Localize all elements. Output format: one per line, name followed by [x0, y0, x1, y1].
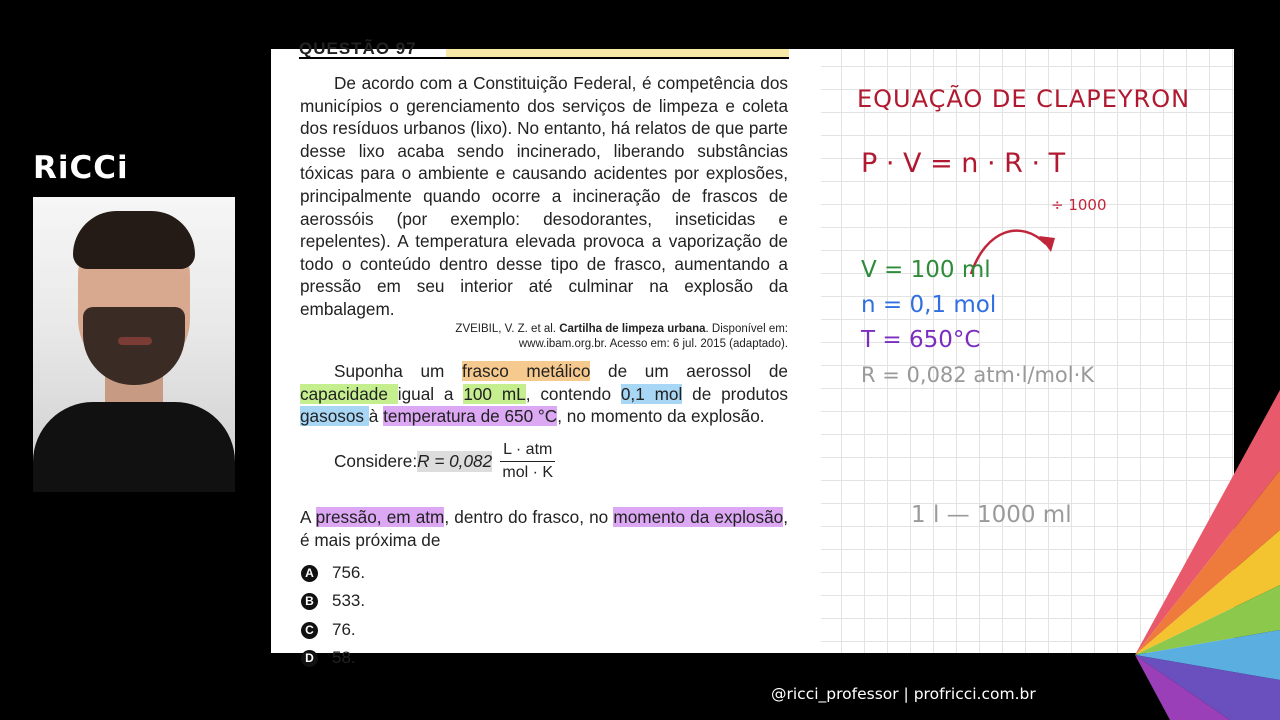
brand-logo: RiCCi [33, 150, 129, 186]
highlight-momento: momento da explosão [613, 507, 784, 527]
option-a-letter: A [301, 565, 318, 582]
highlight-gasosos: gasosos [300, 406, 369, 427]
highlight-volume: 100 mL [463, 383, 526, 404]
option-a[interactable]: A 756. [301, 563, 365, 583]
constant-consider: Considere: R = 0,082 $\frac{\text{L · atm}}{\text{mol · K}}$ [334, 441, 555, 482]
option-c[interactable]: C 76. [301, 620, 356, 640]
question-prompt: A pressão, em atm, dentro do frasco, no momento da explosão, é mais próxima de [300, 507, 788, 550]
highlight-moles: 0,1 mol [620, 383, 683, 404]
board-temperature: T = 650°C [861, 327, 981, 353]
question-paragraph-1: De acordo com a Constituição Federal, é competência dos municípios o gerenciamento dos serviços de limpeza e coleta dos resíduos urbanos (lixo). No entanto, há relatos de que parte desse lixo acaba sendo incinerado, liberando substâncias tóxicas para o ambiente e causando acidentes por explosões, principalmente quando ocorre a incineração de frascos de aerossóis (por exemplo: desodorantes, inseticidas e repelentes). A temperatura elevada provoca a vaporização de todo o conteúdo dentro desse tipo de frasco, aumentando a pressão em seu interior até culminar na explosão da embalagem. [300, 73, 788, 319]
board-equation: P · V = n · R · T [861, 148, 1066, 179]
option-b-letter: B [301, 593, 318, 610]
option-c-letter: C [301, 622, 318, 639]
board-r-constant: R = 0,082 atm·l/mol·K [861, 363, 1095, 387]
option-d[interactable]: D 58. [301, 648, 356, 668]
board-division-note: ÷ 1000 [1051, 196, 1107, 214]
r-constant: R = 0,082 [417, 451, 493, 471]
option-b[interactable]: B 533. [301, 591, 365, 611]
question-header: QUESTÃO 97 [299, 39, 417, 58]
highlight-pressao: pressão, em atm [315, 507, 445, 527]
board-volume: V = 100 ml [861, 257, 991, 283]
highlight-temperatura: temperatura de 650 °C [383, 406, 558, 427]
source-citation: ZVEIBIL, V. Z. et al. Cartilha de limpeza urbana. Disponível em: www.ibam.org.br. Acesso em: 6 jul. 2015 (adaptado). [455, 323, 788, 350]
question-paragraph-2: Suponha um frasco metálico de um aerossol de capacidade igual a 100 mL, contendo 0,1 mol de produtos gasosos à temperatura de 650 °C, no momento da explosão. [300, 361, 788, 427]
highlight-frasco: frasco metálico [461, 361, 591, 381]
board-title: EQUAÇÃO DE CLAPEYRON [857, 85, 1191, 113]
r-units-fraction: $\frac{\text{L · atm}}{\text{mol · K}}$ [500, 441, 555, 482]
highlight-capacidade: capacidade [300, 383, 398, 404]
footer-social: @ricci_professor | profricci.com.br [771, 685, 1036, 703]
board-conversion: 1 l — 1000 ml [911, 502, 1072, 528]
board-moles: n = 0,1 mol [861, 292, 997, 318]
option-d-letter: D [301, 650, 318, 667]
